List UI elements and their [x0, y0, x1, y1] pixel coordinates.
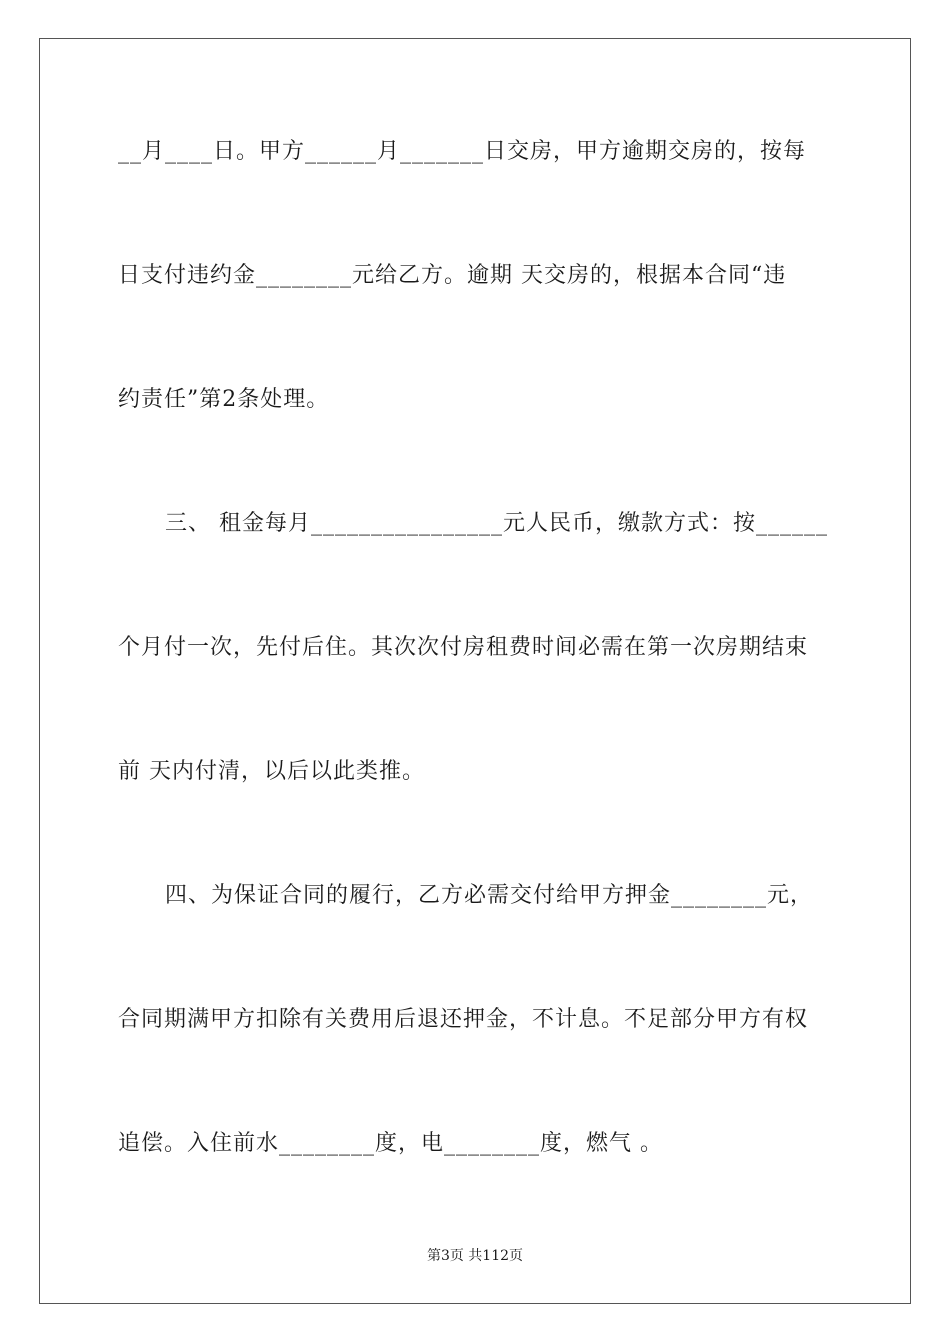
- text-line-5: 个月付一次，先付后住。其次次付房租费时间必需在第一次房期结束: [118, 635, 809, 660]
- text-line-9: 追偿。入住前水________度，电________度，燃气 。: [118, 1131, 663, 1156]
- page-border: [39, 38, 911, 1304]
- clause-four-line: 四、为保证合同的履行，乙方必需交付给甲方押金________元，: [165, 883, 814, 908]
- clause-three-line: 三、 租金每月________________元人民币，缴款方式：按______: [165, 511, 828, 536]
- text-line-1: __月____日。甲方______月_______日交房，甲方逾期交房的，按每: [118, 139, 807, 164]
- text-line-3: 约责任”第2条处理。: [118, 387, 330, 412]
- text-line-8: 合同期满甲方扣除有关费用后退还押金，不计息。不足部分甲方有权: [118, 1007, 809, 1032]
- text-line-6: 前 天内付清，以后以此类推。: [118, 759, 425, 784]
- page-number-footer: 第3页 共112页: [426, 1248, 524, 1264]
- text-line-2: 日支付违约金________元给乙方。逾期 天交房的，根据本合同“违: [118, 263, 787, 288]
